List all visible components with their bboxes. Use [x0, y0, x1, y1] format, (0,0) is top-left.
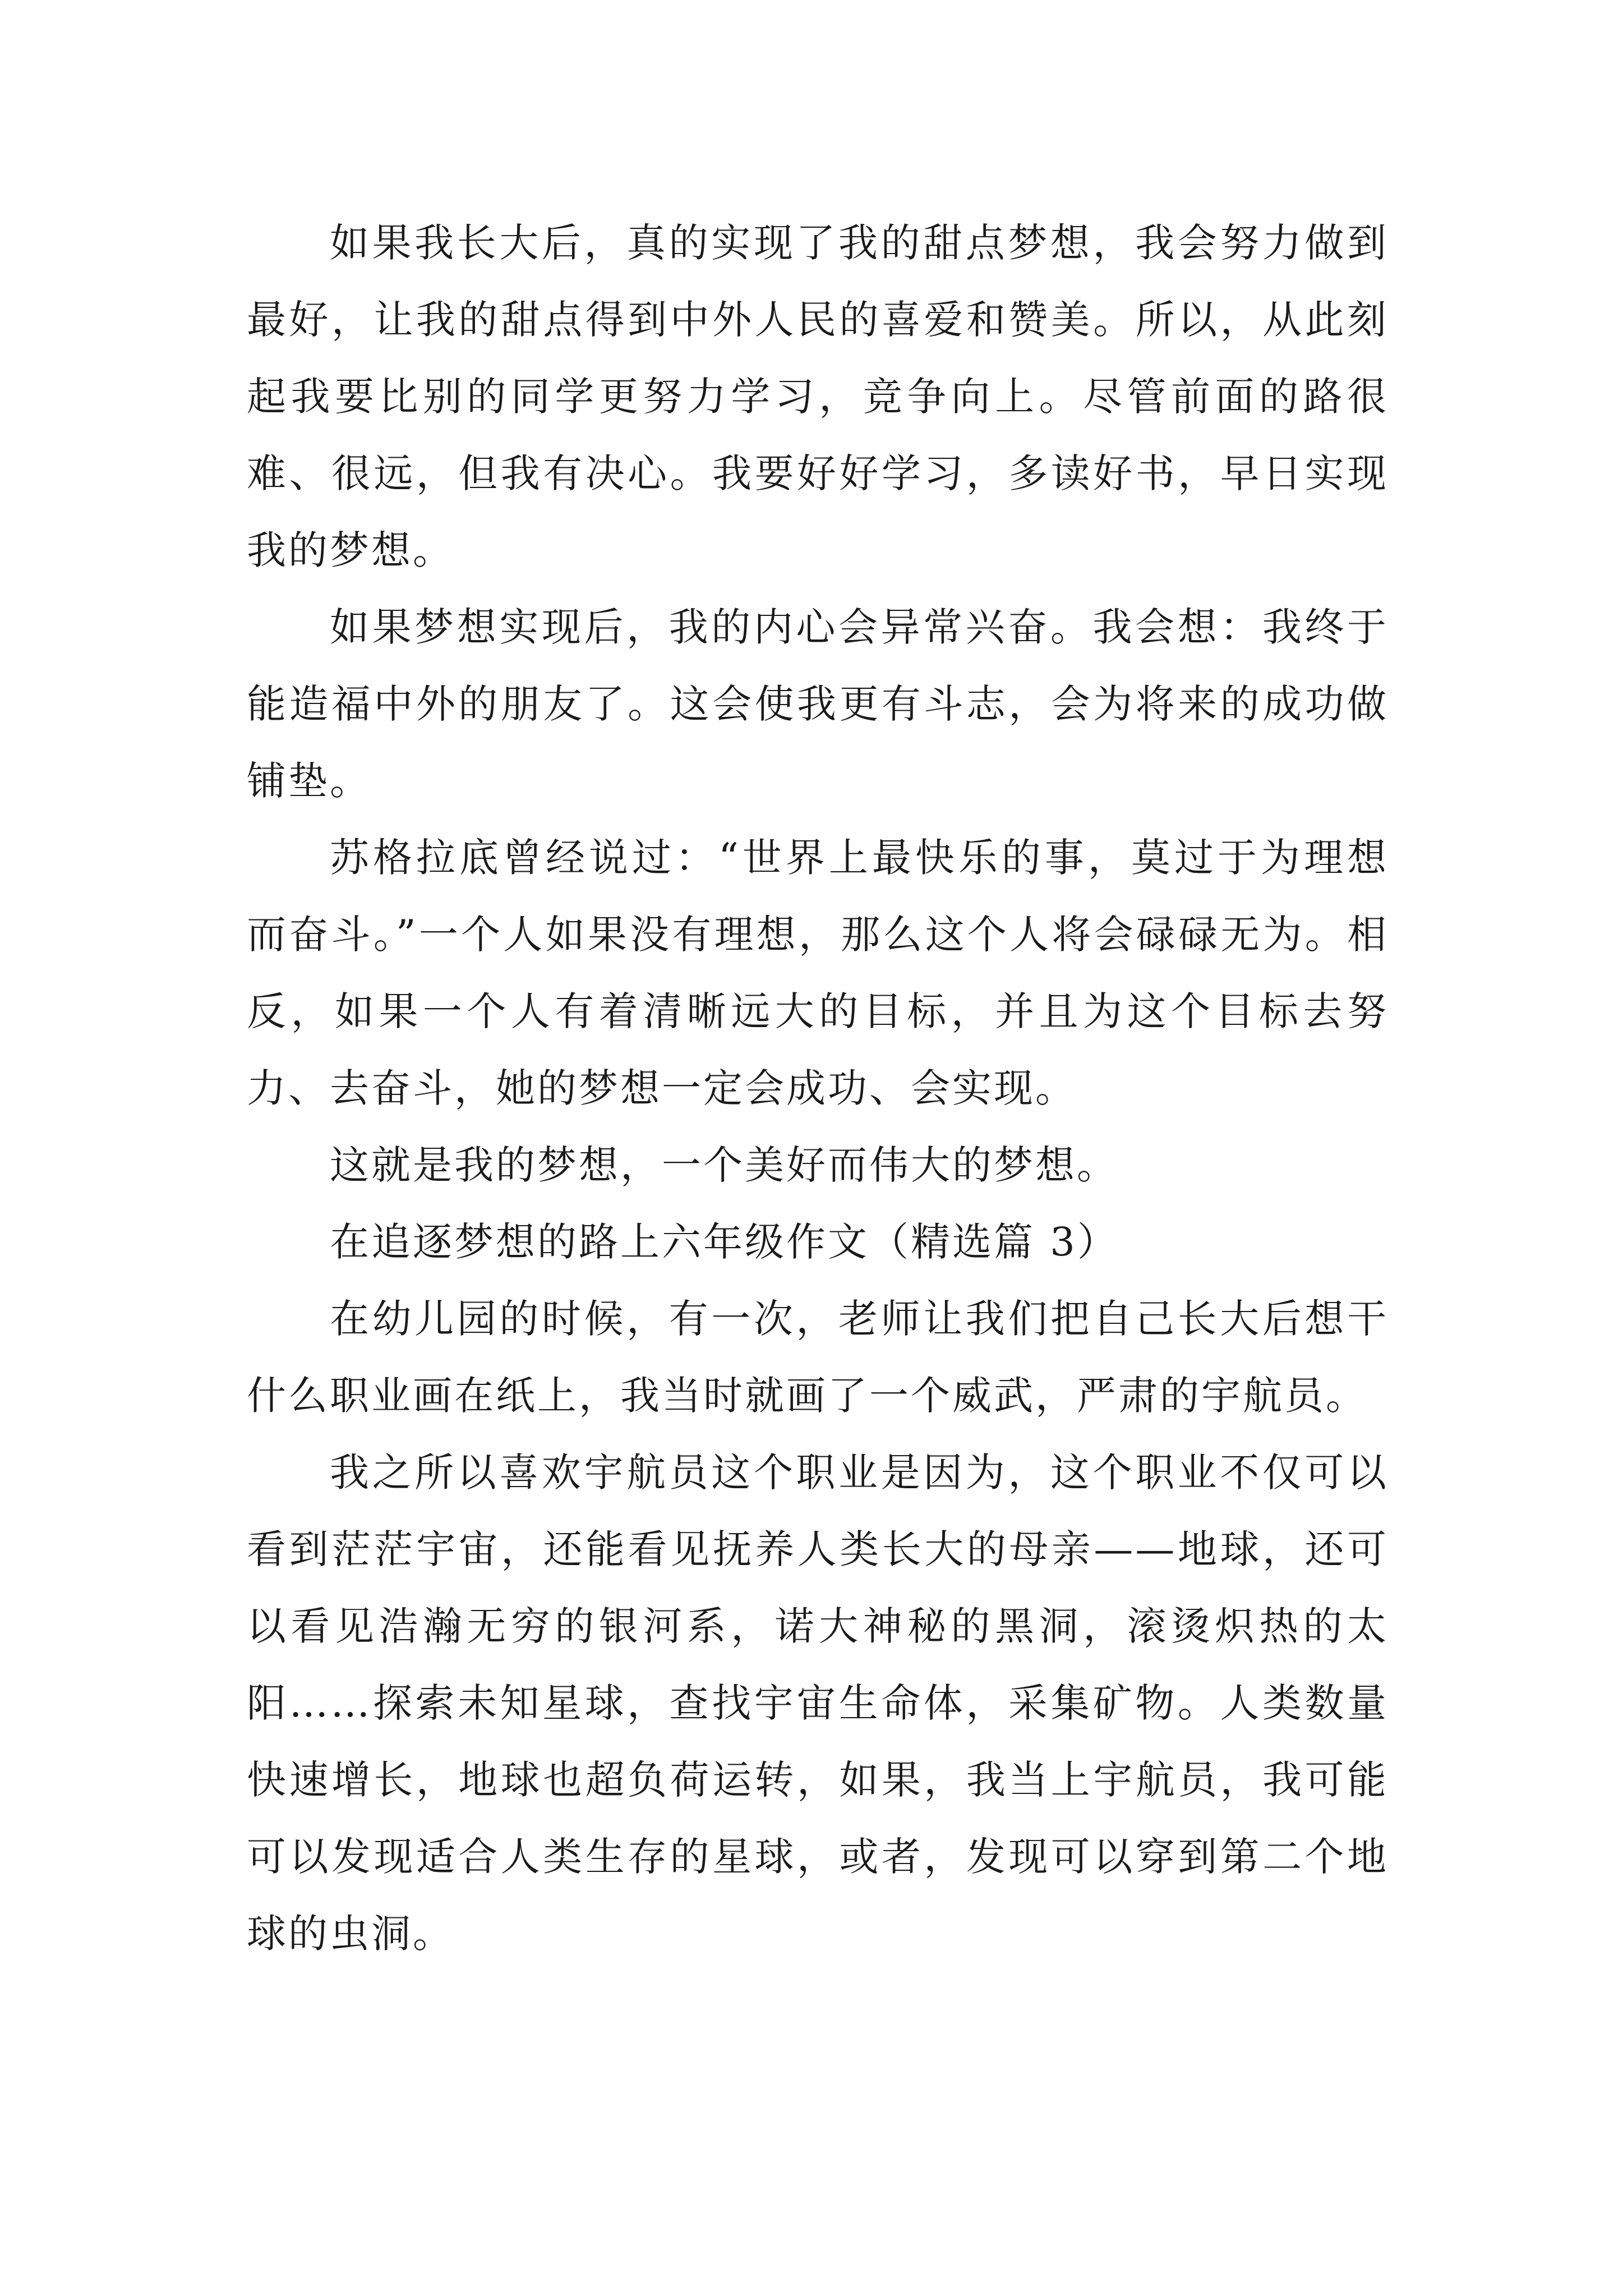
paragraph-socrates-quote: 苏格拉底曾经说过：“世界上最快乐的事，莫过于为理想而奋斗。”一个人如果没有理想，那么这个人将会碌碌无为。相反，如果一个人有着清晰远大的目标，并且为这个目标去努力、去奋斗，她的梦想一定会成功、会实现。: [247, 835, 1389, 1111]
paragraph-dessert-dream: 如果我长大后，真的实现了我的甜点梦想，我会努力做到最好，让我的甜点得到中外人民的喜爱和赞美。所以，从此刻起我要比别的同学更努力学习，竞争向上。尽管前面的路很难、很远，但我有决心。我要好好学习，多读好书，早日实现我的梦想。: [247, 220, 1389, 573]
paragraph-this-is-my-dream: 这就是我的梦想，一个美好而伟大的梦想。: [330, 1142, 1118, 1188]
paragraph-astronaut-reason: 我之所以喜欢宇航员这个职业是因为，这个职业不仅可以看到茫茫宇宙，还能看见抚养人类长大的母亲——地球，还可以看见浩瀚无穷的银河系，诺大神秘的黑洞，滚烫炽热的太阳……探索未知星球，查找宇宙生命体，采集矿物。人类数量快速增长，地球也超负荷运转，如果，我当上宇航员，我可能可以发现适合人类生存的星球，或者，发现可以穿到第二个地球的虫洞。: [247, 1450, 1389, 1957]
section-heading: 在追逐梦想的路上六年级作文（精选篇 3）: [330, 1219, 1119, 1265]
document-body: [247, 205, 1389, 1972]
paragraph-kindergarten: 在幼儿园的时候，有一次，老师让我们把自己长大后想干什么职业画在纸上，我当时就画了一个威武，严肃的宇航员。: [247, 1296, 1389, 1419]
paragraph-dream-realized: 如果梦想实现后，我的内心会异常兴奋。我会想：我终于能造福中外的朋友了。这会使我更有斗志，会为将来的成功做铺垫。: [247, 604, 1389, 804]
